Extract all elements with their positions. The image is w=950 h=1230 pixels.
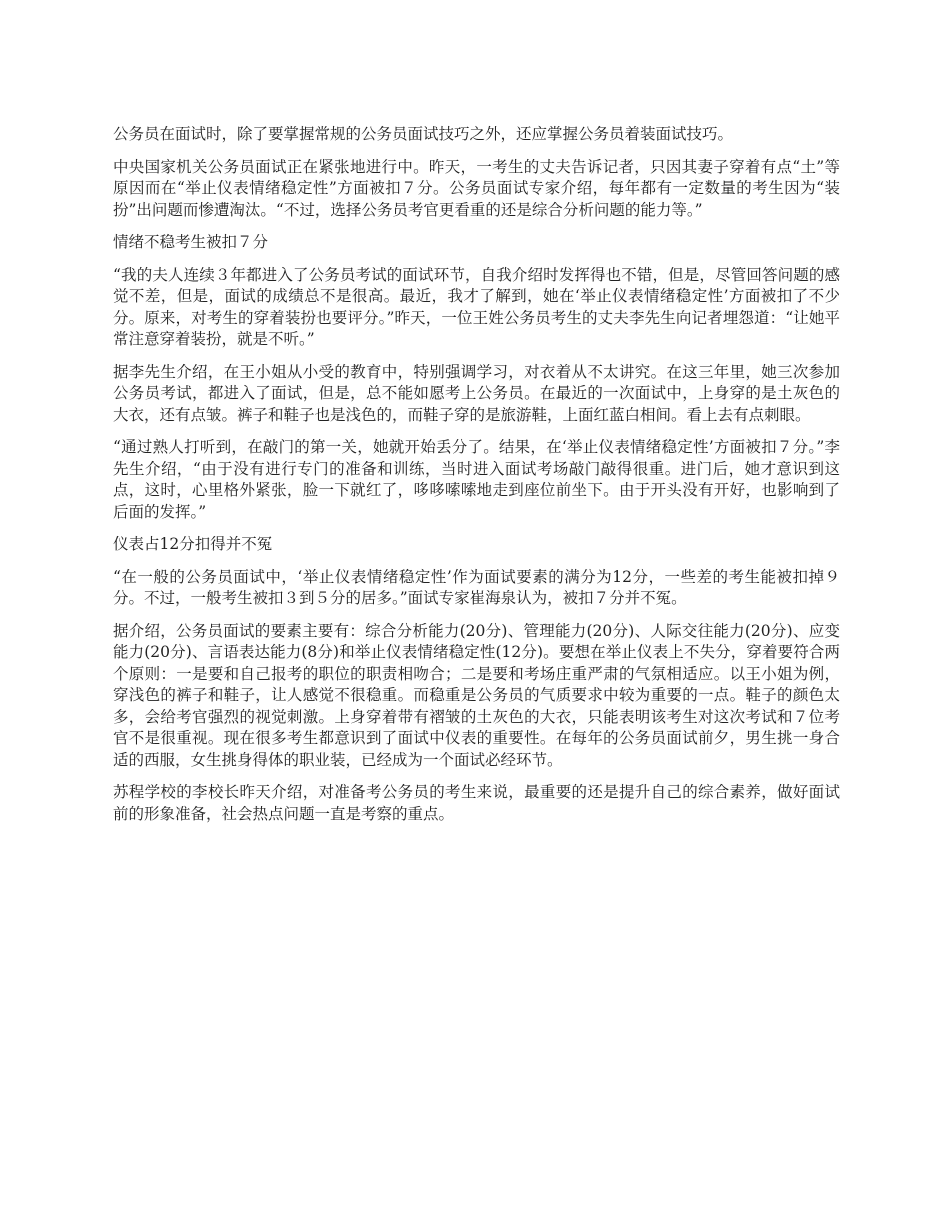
- article-body: [113, 124, 840, 836]
- paragraph-interview-detail: “通过熟人打听到，在敲门的第一关，她就开始丢分了。结果，在‘举止仪表情绪稳定性’方面被扣７分。”李先生介绍，“由于没有进行专门的准备和训练，当时进入面试考场敲门敲得很重。进门后，她才意识到这点，这时，心里格外紧张，脸一下就红了，哆哆嗦嗦地走到座位前坐下。由于开头没有开好，也影响到了后面的发挥。”: [113, 438, 840, 521]
- section-heading-deduction: 情绪不稳考生被扣７分: [113, 233, 269, 251]
- paragraph-husband-quote: “我的夫人连续３年都进入了公务员考试的面试环节，自我介绍时发挥得也不错，但是，尽管回答问题的感觉不差，但是，面试的成绩总不是很高。最近，我才了解到，她在‘举止仪表情绪稳定性’方面被扣了不少分。原来，对考生的穿着装扮也要评分。”昨天，一位王姓公务员考生的丈夫李先生向记者埋怨道：“让她平常注意穿着装扮，就是不听。”: [113, 265, 840, 348]
- paragraph-interview-elements: 据介绍，公务员面试的要素主要有：综合分析能力(20分)、管理能力(20分)、人际交往能力(20分)、应变能力(20分)、言语表达能力(8分)和举止仪表情绪稳定性(12分)。要想在举止仪表上不失分，穿着要符合两个原则：一是要和自己报考的职位的职责相吻合；二是要和考场庄重严肃的气氛相适应。以王小姐为例，穿浅色的裤子和鞋子，让人感觉不很稳重。而稳重是公务员的气质要求中较为重要的一点。鞋子的颜色太多，会给考官强烈的视觉刺激。上身穿着带有褶皱的土灰色的大衣，只能表明该考生对这次考试和７位考官不是很重视。现在很多考生都意识到了面试中仪表的重要性。在每年的公务员面试前夕，男生挑一身合适的西服，女生挑身得体的职业装，已经成为一个面试必经环节。: [113, 621, 840, 769]
- paragraph-expert-quote: “在一般的公务员面试中，‘举止仪表情绪稳定性’作为面试要素的满分为12分，一些差的考生能被扣掉９分。不过，一般考生被扣３到５分的居多。”面试专家崔海泉认为，被扣７分并不冤。: [113, 567, 840, 607]
- paragraph-news-lead: 中央国家机关公务员面试正在紧张地进行中。昨天，一考生的丈夫告诉记者，只因其妻子穿着有点“土”等原因而在“举止仪表情绪稳定性”方面被扣７分。公务员面试专家介绍，每年都有一定数量的考生因为“装扮”出问题而惨遭淘汰。“不过，选择公务员考官更看重的还是综合分析问题的能力等。”: [113, 157, 840, 219]
- paragraph-conclusion: 苏程学校的李校长昨天介绍，对准备考公务员的考生来说，最重要的还是提升自己的综合素养，做好面试前的形象准备，社会热点问题一直是考察的重点。: [113, 783, 840, 823]
- section-heading-appearance: 仪表占12分扣得并不冤: [113, 535, 273, 553]
- paragraph-intro: 公务员在面试时，除了要掌握常规的公务员面试技巧之外，还应掌握公务员着装面试技巧。: [113, 125, 734, 143]
- paragraph-background: 据李先生介绍，在王小姐从小受的教育中，特别强调学习，对衣着从不太讲究。在这三年里，她三次参加公务员考试，都进入了面试，但是，总不能如愿考上公务员。在最近的一次面试中，上身穿的是土灰色的大衣，还有点皱。裤子和鞋子也是浅色的，而鞋子穿的是旅游鞋，上面红蓝白相间。看上去有点刺眼。: [113, 362, 840, 424]
